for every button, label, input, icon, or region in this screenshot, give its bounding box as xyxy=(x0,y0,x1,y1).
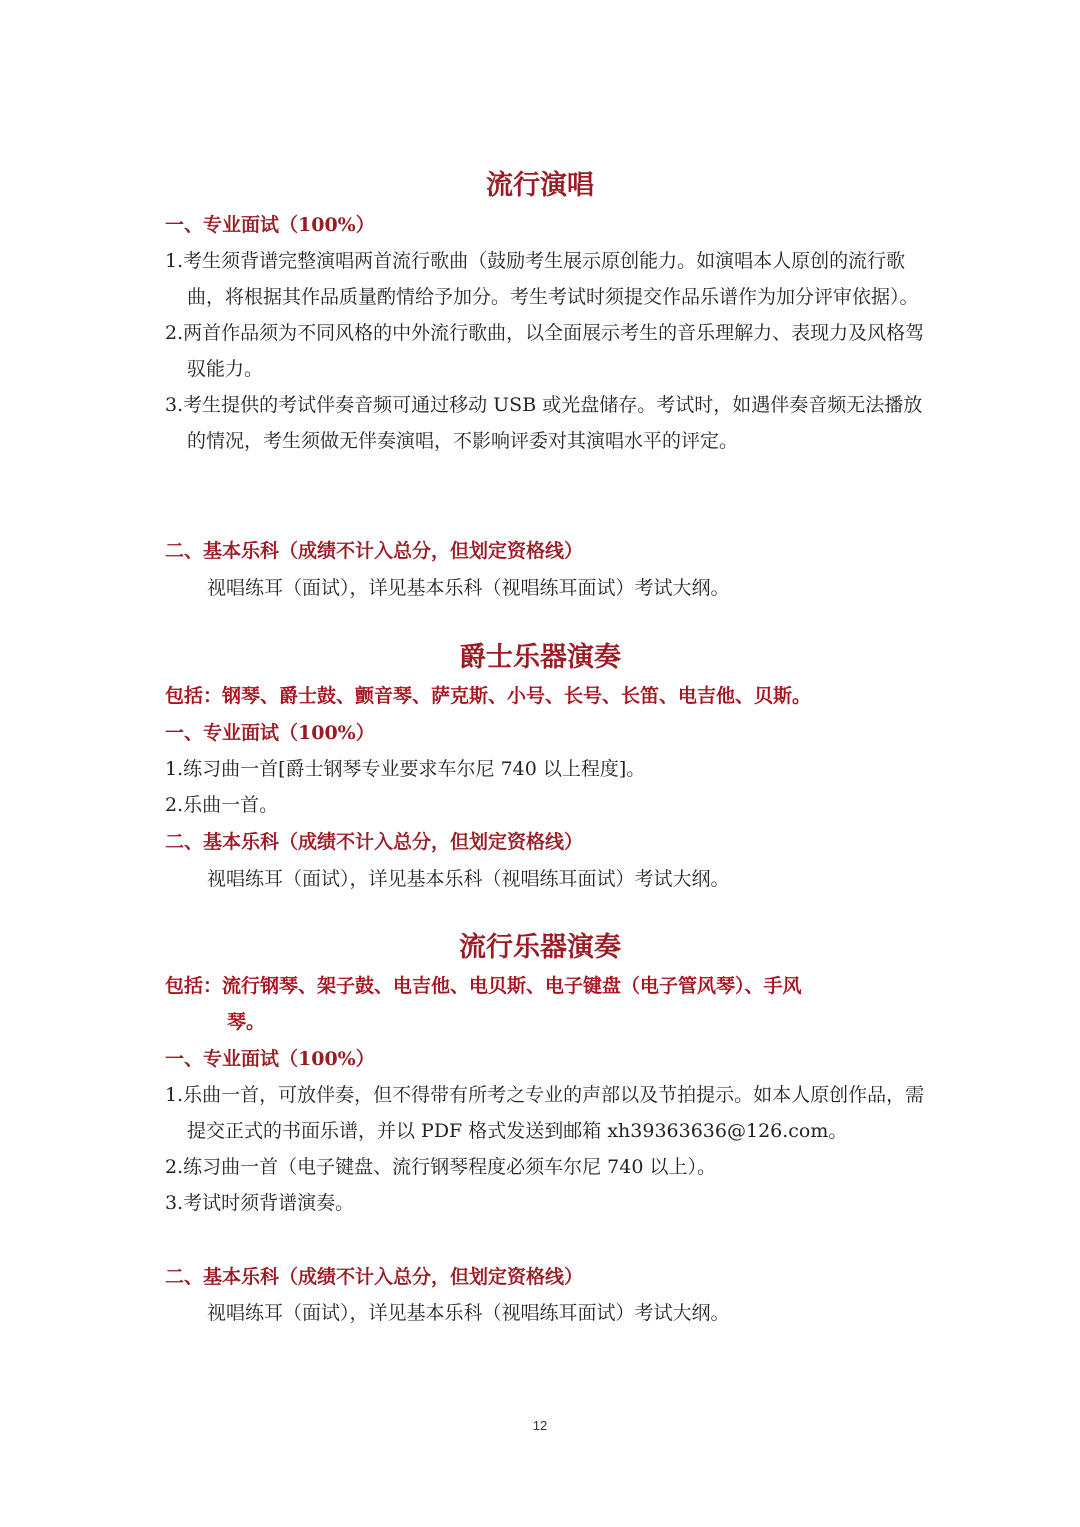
section-title-pop-singing: 流行演唱 xyxy=(486,170,594,201)
section-title-pop-instruments: 流行乐器演奏 xyxy=(459,932,621,963)
instrument-includes xyxy=(165,968,925,1040)
page-number: 12 xyxy=(532,1418,548,1433)
list-item: 3.考生提供的考试伴奏音频可通过移动 USB 或光盘储存。考试时，如遇伴奏音频无法播放的情况，考生须做无伴奏演唱，不影响评委对其演唱水平的评定。 xyxy=(165,394,923,452)
instrument-includes-line: 包括：流行钢琴、架子鼓、电吉他、电贝斯、电子键盘（电子管风琴）、手风 xyxy=(165,975,802,997)
basic-music-text: 视唱练耳（面试），详见基本乐科（视唱练耳面试）考试大纲。 xyxy=(207,1302,730,1324)
section-heading-professional-interview: 一、专业面试（100%） xyxy=(165,722,375,744)
item-list xyxy=(165,243,925,459)
list-item: 3.考试时须背谱演奏。 xyxy=(165,1192,355,1214)
item-list xyxy=(165,1077,925,1221)
basic-music-text: 视唱练耳（面试），详见基本乐科（视唱练耳面试）考试大纲。 xyxy=(207,868,730,890)
section-heading-basic-music: 二、基本乐科（成绩不计入总分，但划定资格线） xyxy=(165,540,584,562)
list-item: 2.乐曲一首。 xyxy=(165,794,279,816)
section-heading-professional-interview: 一、专业面试（100%） xyxy=(165,214,375,236)
instrument-includes-line: 琴。 xyxy=(227,1011,266,1033)
section-heading-basic-music: 二、基本乐科（成绩不计入总分，但划定资格线） xyxy=(165,831,584,853)
list-item: 1.练习曲一首[爵士钢琴专业要求车尔尼 740 以上程度]。 xyxy=(165,758,646,780)
section-heading-basic-music: 二、基本乐科（成绩不计入总分，但划定资格线） xyxy=(165,1266,584,1288)
list-item: 1.乐曲一首，可放伴奏，但不得带有所考之专业的声部以及节拍提示。如本人原创作品，需提交正式的书面乐谱，并以 PDF 格式发送到邮箱 xh39363636@126.com。 xyxy=(165,1084,925,1142)
list-item: 2.练习曲一首（电子键盘、流行钢琴程度必须车尔尼 740 以上）。 xyxy=(165,1156,716,1178)
list-item: 2.两首作品须为不同风格的中外流行歌曲，以全面展示考生的音乐理解力、表现力及风格驾驭能力。 xyxy=(165,322,925,380)
section-heading-professional-interview: 一、专业面试（100%） xyxy=(165,1048,375,1070)
item-list xyxy=(165,751,925,823)
section-title-jazz-instruments: 爵士乐器演奏 xyxy=(459,642,621,673)
basic-music-text: 视唱练耳（面试），详见基本乐科（视唱练耳面试）考试大纲。 xyxy=(207,577,730,599)
instrument-includes: 包括：钢琴、爵士鼓、颤音琴、萨克斯、小号、长号、长笛、电吉他、贝斯。 xyxy=(165,685,812,707)
list-item: 1.考生须背谱完整演唱两首流行歌曲（鼓励考生展示原创能力。如演唱本人原创的流行歌曲，将根据其作品质量酌情给予加分。考生考试时须提交作品乐谱作为加分评审依据）。 xyxy=(165,250,919,308)
